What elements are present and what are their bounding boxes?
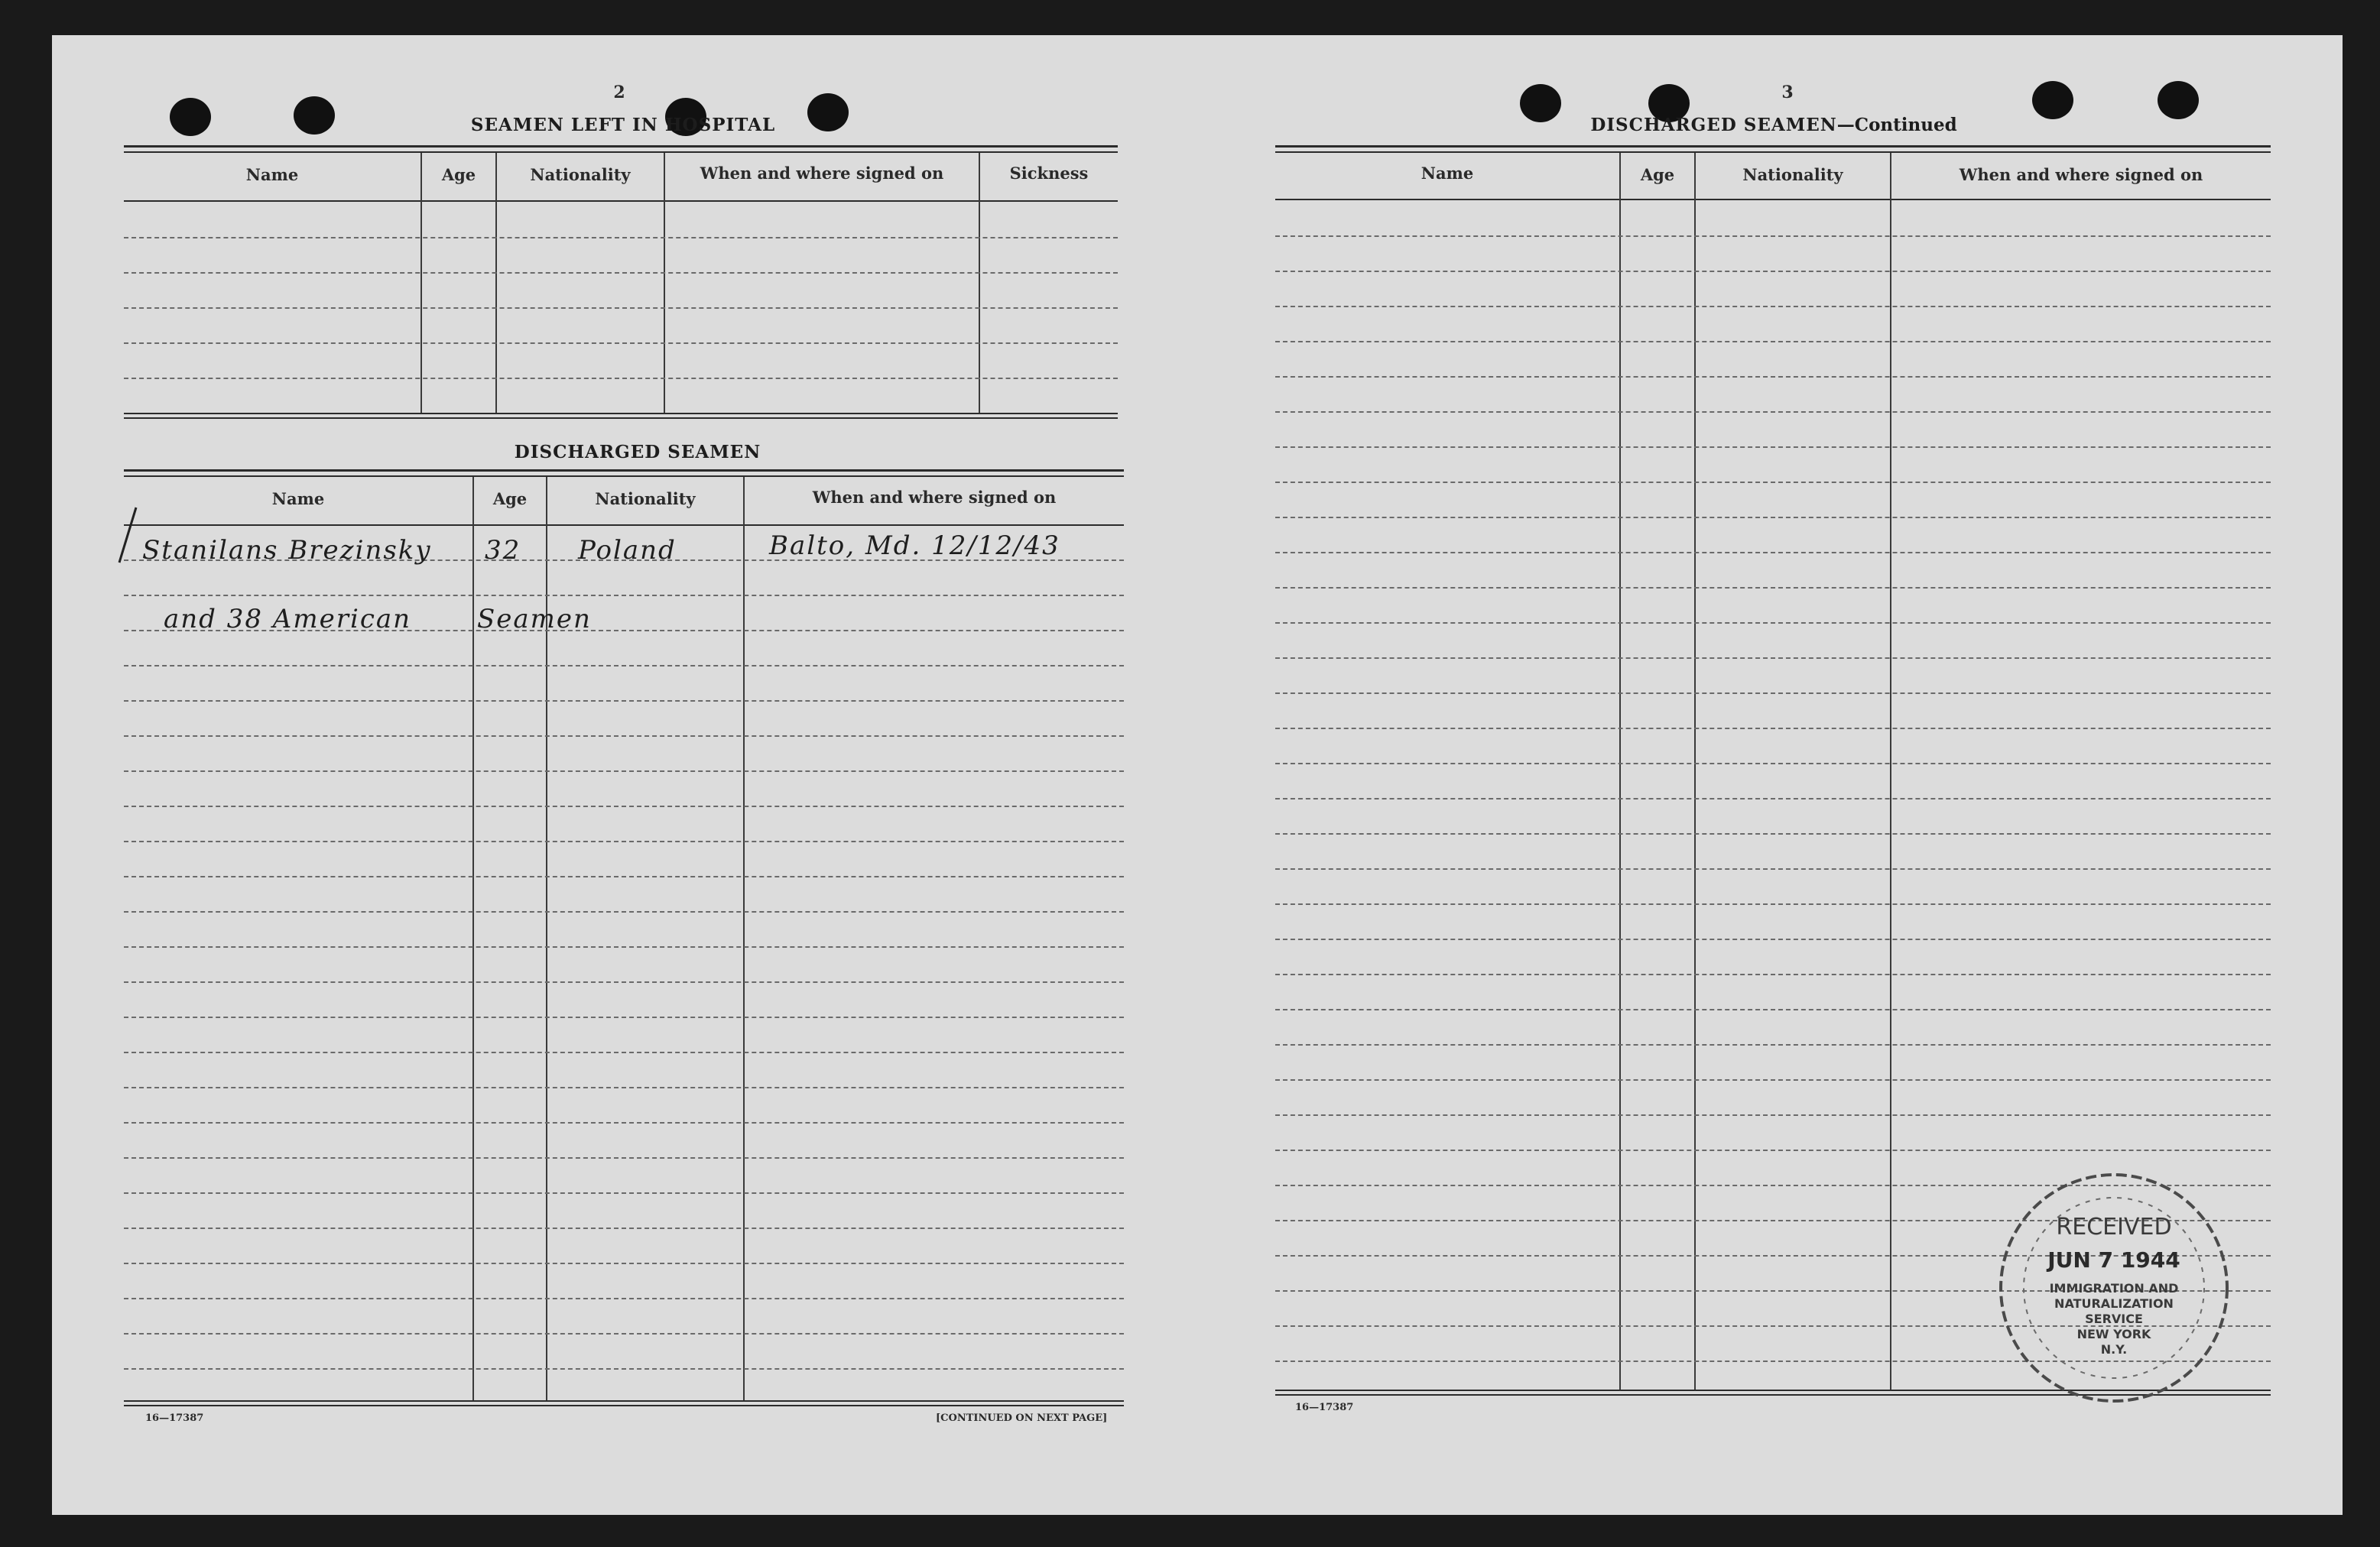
discharged-col-age: Age xyxy=(492,489,528,508)
hospital-top-rule xyxy=(124,145,1118,148)
hospital-col-name: Name xyxy=(245,165,299,184)
right-col-name: Name xyxy=(1421,164,1474,183)
right-top-rule-2 xyxy=(1275,151,2271,153)
stamp-date: JUN 7 1944 xyxy=(2047,1247,2180,1273)
stamp-service-line-3: SERVICE xyxy=(2085,1312,2143,1326)
left-page-number: 2 xyxy=(613,83,625,102)
stamp-service-line-2: NATURALIZATION xyxy=(2054,1296,2174,1311)
entry-1-age: 32 xyxy=(485,535,521,566)
punch-hole xyxy=(294,96,335,135)
hospital-bottom-rule-2 xyxy=(124,417,1118,419)
hospital-section-title: SEAMEN LEFT IN HOSPITAL xyxy=(470,115,776,135)
right-col-nationality: Nationality xyxy=(1742,165,1843,184)
stamp-service-line-5: N.Y. xyxy=(2100,1342,2128,1357)
hospital-col-signed-on: When and where signed on xyxy=(700,164,944,183)
punch-hole xyxy=(2032,81,2073,119)
punch-hole xyxy=(807,93,849,131)
discharged-col-nationality: Nationality xyxy=(595,489,696,508)
left-form-number: 16—17387 xyxy=(145,1412,204,1424)
hospital-col-nationality: Nationality xyxy=(530,165,631,184)
punch-hole xyxy=(2158,81,2199,119)
discharged-top-rule xyxy=(124,469,1124,472)
stamp-received-text: RECEIVED xyxy=(2056,1214,2172,1241)
stamp-service-line-1: IMMIGRATION AND xyxy=(2049,1281,2179,1296)
right-divider xyxy=(1619,153,1621,1391)
discharged-bottom-rule xyxy=(124,1400,1124,1402)
right-form-number: 16—17387 xyxy=(1295,1402,1354,1413)
hospital-col-age: Age xyxy=(441,165,476,184)
right-page-number: 3 xyxy=(1781,83,1794,102)
handwritten-checkmark xyxy=(113,504,144,566)
discharged-col-signed-on: When and where signed on xyxy=(812,488,1057,507)
right-col-age: Age xyxy=(1640,165,1675,184)
stamp-service-line-4: NEW YORK xyxy=(2076,1327,2151,1341)
hospital-divider xyxy=(495,153,497,414)
punch-hole xyxy=(1520,84,1561,122)
discharged-top-rule-2 xyxy=(124,475,1124,477)
right-divider xyxy=(1694,153,1696,1391)
hospital-bottom-rule xyxy=(124,413,1118,414)
hospital-header-rule xyxy=(124,200,1118,202)
entry-2-name: and 38 American xyxy=(164,604,412,634)
right-header-rule xyxy=(1275,199,2271,200)
discharged-bottom-rule-2 xyxy=(124,1405,1124,1406)
entry-1-signed-on: Balto, Md. 12/12/43 xyxy=(769,530,1060,561)
hospital-divider xyxy=(664,153,665,414)
right-section-title xyxy=(1590,115,1956,135)
entry-2-age: Seamen xyxy=(477,604,592,634)
punch-hole xyxy=(170,98,211,136)
received-stamp xyxy=(1995,1169,2232,1406)
discharged-header-rule xyxy=(124,524,1124,526)
hospital-divider xyxy=(420,153,422,414)
right-section-title-suffix: —Continued xyxy=(1836,115,1957,135)
discharged-section-title: DISCHARGED SEAMEN xyxy=(514,442,761,462)
right-top-rule xyxy=(1275,145,2271,148)
entry-1-nationality: Poland xyxy=(578,535,677,566)
discharged-col-name: Name xyxy=(271,489,325,508)
continued-note: [CONTINUED ON NEXT PAGE] xyxy=(936,1412,1108,1424)
right-section-title-main: DISCHARGED SEAMEN xyxy=(1590,115,1837,135)
hospital-col-sickness: Sickness xyxy=(1009,164,1089,183)
hospital-divider xyxy=(979,153,980,414)
hospital-top-rule-2 xyxy=(124,151,1118,153)
right-col-signed-on: When and where signed on xyxy=(1959,165,2203,184)
entry-1-name: Stanilans Brezinsky xyxy=(142,535,432,566)
right-divider xyxy=(1890,153,1891,1391)
